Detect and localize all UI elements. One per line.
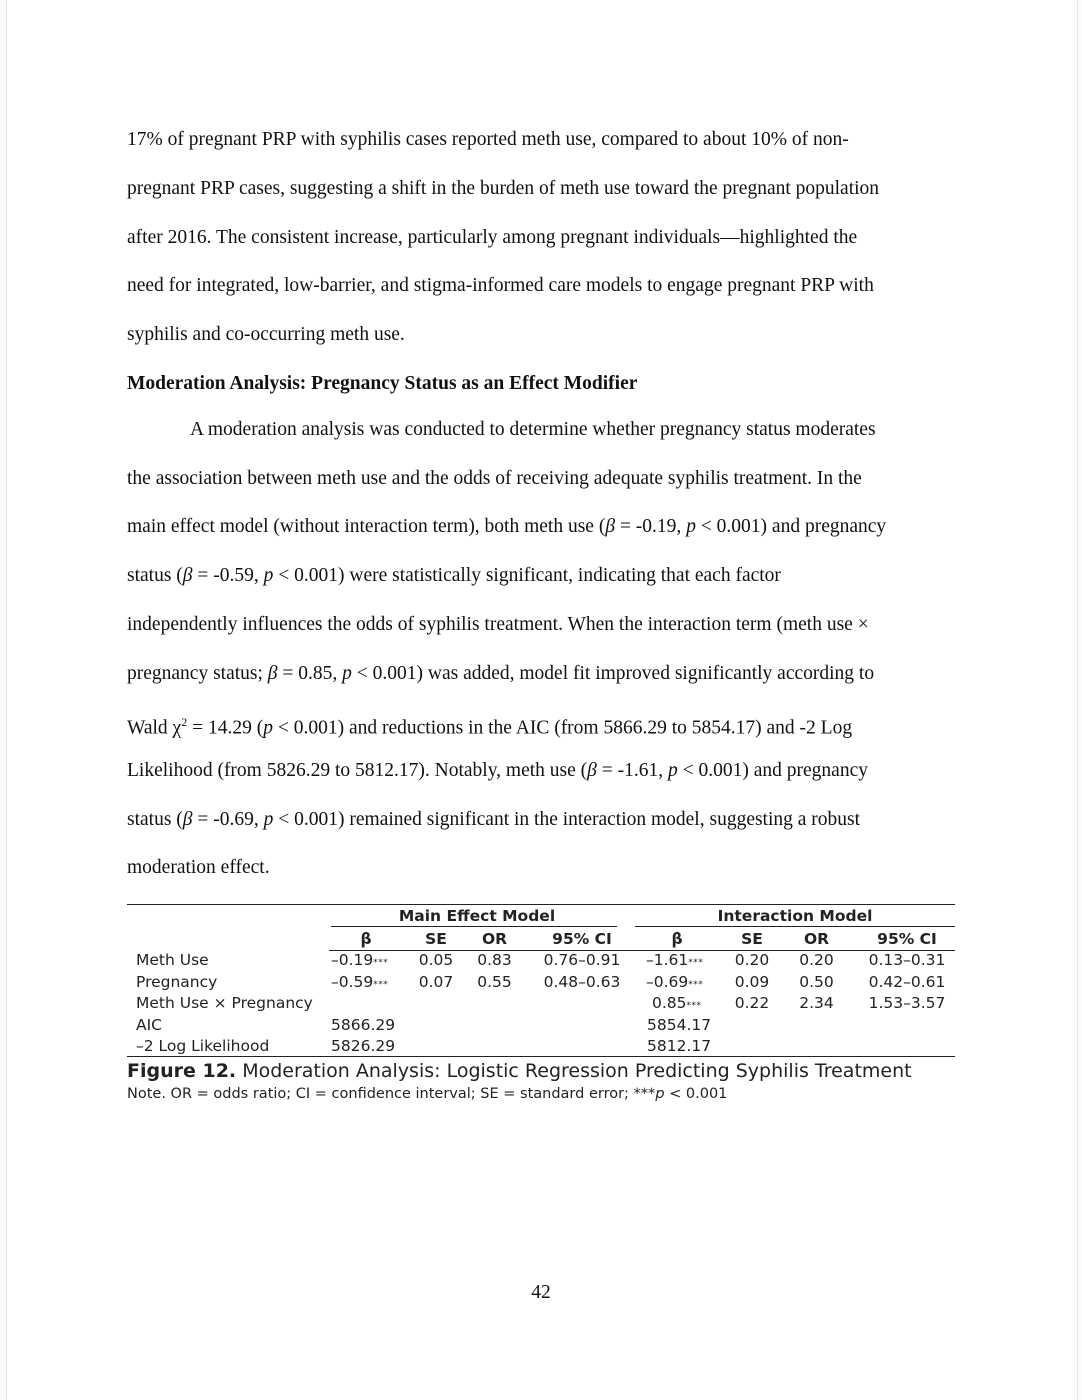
note-text: Note. OR = odds ratio; CI = confidence interval; SE = standard error; *** — [127, 1086, 656, 1102]
paragraph-line: independently influences the odds of syphilis treatment. When the interaction term (meth use × — [127, 614, 869, 635]
table-cell: 0.22 — [734, 994, 770, 1012]
row-label: Meth Use × Pregnancy — [136, 994, 313, 1012]
row-label: Pregnancy — [136, 973, 218, 991]
col-header: 95% CI — [552, 930, 612, 948]
table-cell: 0.50 — [799, 973, 834, 991]
table-cell: 5866.29 — [331, 1016, 396, 1034]
table-cell — [652, 993, 702, 1013]
text-run: = -0.19, — [615, 516, 687, 537]
table-cell: 0.05 — [418, 951, 454, 969]
col-header: 95% CI — [877, 930, 937, 948]
paragraph-line: A moderation analysis was conducted to determine whether pregnancy status moderates — [190, 419, 876, 440]
col-header: OR — [803, 930, 830, 948]
note-text: < 0.001 — [664, 1086, 728, 1102]
text-run: = -0.69, — [192, 809, 264, 830]
figure-label: Figure 12. — [127, 1060, 237, 1082]
p-symbol: p — [342, 663, 352, 684]
text-run: < 0.001) and pregnancy — [677, 760, 868, 781]
text-run: status ( — [127, 809, 183, 830]
table-cell: 1.53–3.57 — [868, 994, 946, 1012]
figure-caption — [127, 1060, 912, 1082]
col-header: OR — [481, 930, 508, 948]
text-run: = -1.61, — [596, 760, 669, 781]
beta-symbol: β — [587, 760, 597, 781]
text-run: = 14.29 ( — [187, 717, 264, 739]
text-run: = -0.59, — [192, 565, 264, 586]
p-symbol: p — [668, 760, 678, 781]
table-cell: 0.76–0.91 — [543, 951, 621, 969]
p-symbol: p — [263, 809, 274, 830]
group-header-interaction: Interaction Model — [717, 907, 873, 925]
col-header: β — [671, 930, 683, 948]
text-run: pregnancy status; — [127, 663, 268, 684]
paragraph-line: need for integrated, low-barrier, and stigma-informed care models to engage pregnant PRP with — [127, 275, 874, 296]
paragraph-line: pregnant PRP cases, suggesting a shift in the burden of meth use toward the pregnant population — [127, 178, 880, 199]
p-symbol: p — [263, 717, 273, 739]
row-label: Meth Use — [136, 951, 209, 969]
table-cell: 5854.17 — [647, 1016, 712, 1034]
paragraph-line — [127, 516, 886, 538]
significance-marker: *** — [373, 980, 389, 990]
table-cell: 0.13–0.31 — [868, 951, 946, 969]
row-label: –2 Log Likelihood — [136, 1037, 270, 1055]
coef-value: 0.85 — [652, 994, 687, 1012]
paragraph-line: 17% of pregnant PRP with syphilis cases reported meth use, compared to about 10% of non- — [127, 129, 849, 150]
coef-value: –0.19 — [331, 951, 374, 969]
text-run: main effect model (without interaction term), both meth use ( — [127, 516, 606, 537]
paragraph-line — [127, 565, 781, 587]
significance-marker: *** — [373, 958, 389, 968]
table-cell: 5812.17 — [647, 1037, 712, 1055]
table-cell — [646, 972, 703, 992]
table-top-rule — [127, 904, 955, 905]
paragraph-line: the association between meth use and the odds of receiving adequate syphilis treatment. In the — [127, 468, 862, 489]
coef-value: –0.59 — [331, 973, 374, 991]
text-run: status ( — [127, 565, 183, 586]
col-header: β — [360, 930, 372, 948]
significance-marker: *** — [688, 958, 704, 968]
section-heading: Moderation Analysis: Pregnancy Status as an Effect Modifier — [127, 373, 638, 394]
significance-marker: *** — [686, 1001, 702, 1011]
group-header-main: Main Effect Model — [398, 907, 556, 925]
table-bottom-rule — [127, 1056, 955, 1057]
page-number: 42 — [531, 1282, 551, 1303]
paragraph-line: after 2016. The consistent increase, particularly among pregnant individuals—highlighted the — [127, 227, 858, 248]
paragraph-line — [127, 809, 860, 831]
group-rule-main — [331, 926, 617, 927]
paragraph-line — [127, 760, 868, 782]
row-label: AIC — [136, 1016, 162, 1034]
beta-symbol: β — [182, 565, 193, 586]
caption-text: Moderation Analysis: Logistic Regression Predicting Syphilis Treatment — [236, 1060, 912, 1082]
paragraph-line: moderation effect. — [127, 857, 270, 878]
text-run: < 0.001) were statistically significant, indicating that each factor — [273, 565, 781, 586]
table-cell: 0.09 — [734, 973, 770, 991]
table-cell — [646, 950, 703, 970]
table-cell: 5826.29 — [331, 1037, 396, 1055]
table-cell: 0.48–0.63 — [543, 973, 621, 991]
table-cell: 0.55 — [477, 973, 512, 991]
table-cell: 2.34 — [799, 994, 834, 1012]
paragraph-line — [127, 663, 874, 685]
beta-symbol: β — [267, 663, 278, 684]
p-symbol: p — [263, 565, 274, 586]
p-symbol: p — [686, 516, 696, 537]
coef-value: –0.69 — [646, 973, 689, 991]
text-run: Wald χ — [127, 717, 182, 739]
group-rule-interaction — [635, 926, 955, 927]
beta-symbol: β — [182, 809, 193, 830]
text-run: < 0.001) was added, model fit improved significantly according to — [351, 663, 875, 684]
text-run: Likelihood (from 5826.29 to 5812.17). Notably, meth use ( — [127, 760, 588, 781]
table-cell: 0.20 — [734, 951, 770, 969]
table-cell: 0.20 — [799, 951, 834, 969]
table-cell: 0.07 — [418, 973, 454, 991]
coef-value: –1.61 — [646, 951, 689, 969]
table-cell — [331, 972, 388, 992]
paragraph-line — [127, 711, 852, 740]
table-note — [127, 1086, 727, 1102]
col-header: SE — [425, 930, 447, 948]
table-cell: 0.83 — [477, 951, 512, 969]
table-cell — [331, 950, 388, 970]
text-run: < 0.001) remained significant in the interaction model, suggesting a robust — [273, 809, 861, 830]
paragraph-line: syphilis and co-occurring meth use. — [127, 324, 405, 345]
superscript: 2 — [181, 715, 188, 729]
p-symbol: p — [655, 1086, 665, 1102]
significance-marker: *** — [688, 980, 704, 990]
text-run: = 0.85, — [277, 663, 343, 684]
text-run: < 0.001) and pregnancy — [695, 516, 887, 537]
beta-symbol: β — [605, 516, 616, 537]
col-header: SE — [741, 930, 763, 948]
document-page — [6, 0, 1078, 1400]
text-run: < 0.001) and reductions in the AIC (from 5866.29 to 5854.17) and -2 Log — [272, 717, 853, 739]
table-cell: 0.42–0.61 — [868, 973, 946, 991]
